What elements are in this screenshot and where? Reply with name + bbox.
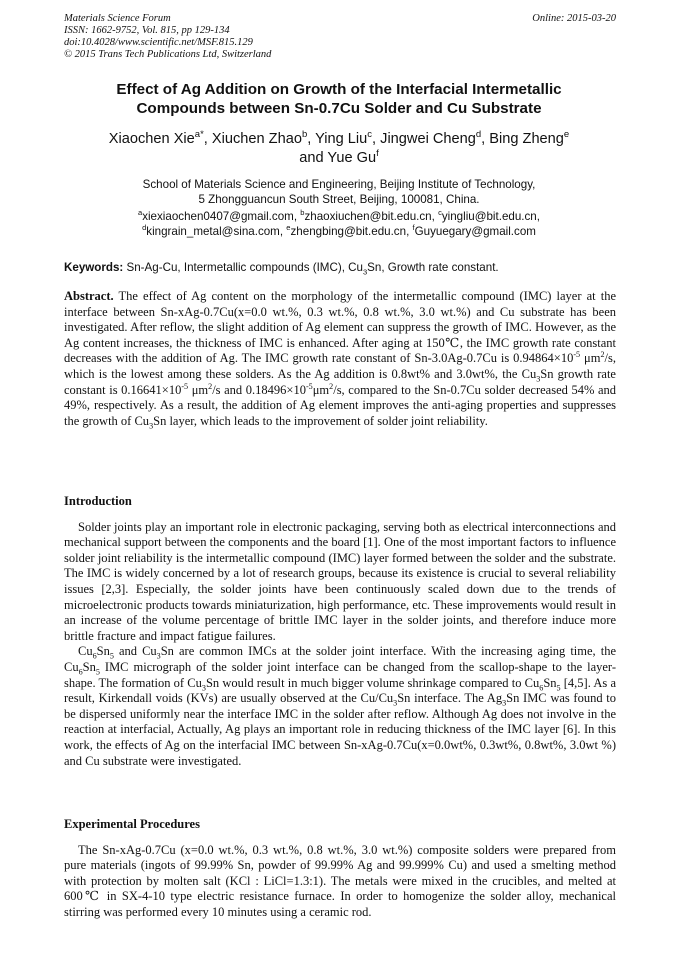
subscript: 6 bbox=[539, 683, 544, 693]
superscript: 2 bbox=[600, 350, 605, 360]
subscript: 3 bbox=[362, 267, 368, 277]
email-link[interactable]: yingliu@bit.edu.cn bbox=[441, 210, 537, 223]
subscript: 3 bbox=[393, 698, 398, 708]
text-run: Sn would result in much bigger volume shrinkage compared to Cu bbox=[205, 675, 540, 690]
text-run: /s, which is the lowest among these solders. As the Ag addition is 0.8wt% and 3.0wt%, the Cu bbox=[64, 351, 616, 381]
title-line-1: Effect of Ag Addition on Growth of the Interfacial Intermetallic bbox=[116, 81, 562, 98]
email-link[interactable]: zhengbing@bit.edu.cn bbox=[290, 225, 407, 238]
email-link[interactable]: zhaoxiuchen@bit.edu.cn bbox=[304, 210, 432, 223]
subscript: 3 bbox=[536, 374, 541, 384]
affiliation-line-2: 5 Zhongguancun South Street, Beijing, 100081, China. bbox=[198, 193, 480, 206]
subscript: 5 bbox=[556, 683, 561, 693]
online-date: Online: 2015-03-20 bbox=[532, 13, 616, 24]
text-run: μm bbox=[580, 351, 601, 366]
subscript: 3 bbox=[149, 421, 154, 431]
author-mark: e bbox=[563, 129, 570, 141]
email-link[interactable]: Guyuegary@gmail.com bbox=[414, 225, 536, 238]
subscript: 5 bbox=[109, 651, 114, 661]
paper-title bbox=[60, 80, 618, 118]
author-emails: $^a$xiexiaochen0407@gmail.com, $^b$zhaoxiuchen@bit.edu.cn, $^c$yingliu@bit.edu.cn, $^d$kingrain_metal@sina.com, $^e$zhengbing@bit.edu.cn, $^f$Guyuegary@gmail.com bbox=[137, 208, 540, 238]
superscript: -5 bbox=[181, 381, 189, 391]
author-mark: c bbox=[367, 129, 373, 141]
author-separator: , bbox=[372, 131, 381, 147]
section-heading: Introduction bbox=[64, 494, 132, 508]
author-name: Ying Liu bbox=[315, 131, 368, 147]
subscript: 5 bbox=[95, 667, 100, 677]
text-run: Sn bbox=[96, 644, 110, 659]
author-mark: d bbox=[475, 129, 482, 141]
subscript: 6 bbox=[92, 651, 97, 661]
text-run: The effect of Ag content on the morphology of the intermetallic compound (IMC) layer at the interface between Sn-xAg-0.7Cu(x=0.0 wt.%, 0.3 wt.%, 0.8 wt.%, 3.0 wt.%) and Cu substrate has been investigated. After reflow, the slight addition of Ag element can suppress the growth of IMC. However, as the Ag content increases, the thickness of IMC is enhanced. After aging at 150℃, the IMC growth rate constant decreases with the addition of Ag. The IMC growth rate constant of Sn-3.0Ag-0.7Cu is 0.94864×10 bbox=[64, 289, 616, 366]
affiliation-line-1: School of Materials Science and Engineering, Beijing Institute of Technology, bbox=[142, 178, 536, 191]
issn-line: ISSN: 1662-9752, Vol. 815, pp 129-134 bbox=[64, 25, 230, 36]
text-run: /s, compared to the Sn-0.7Cu solder decreased 54% and 49%, respectively. As a result, the addition of Ag element improves the anti-aging properties and suppresses the growth of Cu bbox=[64, 382, 617, 428]
doi-link[interactable]: doi:10.4028/www.scientific.net/MSF.815.129 bbox=[64, 37, 253, 48]
paragraph: The Sn-xAg-0.7Cu (x=0.0 wt.%, 0.3 wt.%, 0.8 wt.%, 3.0 wt.%) composite solders were prepared from pure materials (ingots of 99.99% Sn, powder of 99.99% Ag and 99.999% Cu) and used a smelting method with protection by molten salt (KCl : LiCl=1.3:1). The metals were mixed in the crucibles, and melted at 600℃ in SX-4-10 type electric resistance furnace. In order to homogenize the solder alloy, mechanical stirring was performed every 10 minutes using a ceramic rod. bbox=[64, 842, 616, 919]
subscript: 3 bbox=[156, 651, 161, 661]
text-run: /s and 0.18496×10 bbox=[212, 382, 306, 397]
text-run: Sn growth rate constant is 0.16641×10 bbox=[64, 366, 616, 397]
email-mark: a bbox=[137, 208, 143, 218]
superscript: -5 bbox=[573, 350, 581, 360]
journal-info bbox=[64, 13, 271, 61]
keywords-label: Keywords: bbox=[64, 261, 124, 274]
journal-name: Materials Science Forum bbox=[64, 13, 171, 24]
author-separator: , bbox=[203, 131, 212, 147]
abstract-text bbox=[64, 289, 616, 429]
text-run: [4,5]. As a result, Kirkendall voids (KVs) are usually observed at the Cu/Cu bbox=[64, 675, 616, 706]
email-mark: e bbox=[286, 223, 291, 233]
email-mark: f bbox=[412, 223, 415, 233]
text-run: μm bbox=[188, 382, 209, 397]
subscript: 6 bbox=[78, 667, 83, 677]
superscript: 2 bbox=[329, 381, 334, 391]
abstract bbox=[64, 289, 616, 429]
author-name: Xiaochen Xie bbox=[108, 131, 195, 147]
introduction-section bbox=[64, 494, 616, 769]
email-mark: b bbox=[300, 208, 305, 218]
author-list bbox=[60, 130, 618, 168]
text-run: Sn layer, which leads to the improvement of solder joint reliability. bbox=[153, 413, 488, 428]
author-mark: a* bbox=[194, 129, 204, 141]
author-mark: b bbox=[301, 129, 308, 141]
subscript: 3 bbox=[201, 683, 206, 693]
superscript: -5 bbox=[305, 381, 313, 391]
text-run: Cu bbox=[78, 644, 93, 659]
keywords bbox=[64, 260, 616, 275]
text-run: and Cu bbox=[113, 644, 157, 659]
author-separator: , bbox=[481, 131, 490, 147]
text-run: μm bbox=[312, 382, 330, 397]
text-run: Sn bbox=[82, 659, 96, 674]
copyright-line: © 2015 Trans Tech Publications Ltd, Switzerland bbox=[64, 49, 272, 60]
email-mark: c bbox=[438, 208, 442, 218]
author-name: Jingwei Cheng bbox=[380, 131, 476, 147]
author-name: Bing Zheng bbox=[489, 131, 564, 147]
email-link[interactable]: xiexiaochen0407@gmail.com bbox=[142, 210, 294, 223]
keywords-text: Sn, Growth rate constant. bbox=[367, 261, 499, 274]
paragraph bbox=[64, 644, 616, 769]
section-heading: Experimental Procedures bbox=[64, 817, 200, 831]
email-mark: d bbox=[142, 223, 147, 233]
text-run: Sn interface. The Ag bbox=[397, 691, 503, 706]
affiliation bbox=[60, 177, 618, 207]
experimental-section bbox=[64, 817, 616, 921]
keywords-text: Sn-Ag-Cu, Intermetallic compounds (IMC), Cu bbox=[123, 261, 363, 274]
text-run: Sn are common IMCs at the solder joint interface. With the increasing aging time, the Cu bbox=[64, 644, 617, 674]
paragraph: Solder joints play an important role in electronic packaging, serving both as electrical interconnections and mechanical support between the components and the board [1]. One of the most important factors to influence solder joint reliability is the intermetallic compound (IMC) layer formed between the solder and the substrate. The IMC is widely concerned by a lot of research groups, because its existence is crucial to several reliability issues [2,3]. Especially, the solder joints have been continuously scaled down due to the trends of microelectronic products towards miniaturization, high performance, etc. These improvements would result in an increase of the volume percentage of brittle IMC layer in the solder joints, and therefore induce more brittle fracture and impact fatigue failures. bbox=[64, 519, 616, 643]
title-line-2: Compounds between Sn-0.7Cu Solder and Cu Substrate bbox=[136, 100, 542, 117]
subscript: 3 bbox=[502, 698, 507, 708]
text-run: Sn IMC was found to be dispersed uniformly near the interface IMC in the solder after reflow. Although Ag does not involve in the reaction at interfacial, Actually, Ag plays an important role in reducing thickness of the IMC layer [6]. In this work, the effects of Ag on the interfacial IMC between Sn-xAg-0.7Cu(x=0.0wt%, 0.3wt%, 0.8wt%, 3.0wt %) and Cu substrate were investigated. bbox=[64, 691, 616, 768]
journal-header bbox=[64, 13, 616, 61]
author-separator: , bbox=[307, 131, 316, 147]
author-name: Xiuchen Zhao bbox=[211, 131, 302, 147]
text-run: Sn bbox=[543, 675, 557, 690]
author-name: and Yue Gu bbox=[299, 150, 377, 166]
email-link[interactable]: kingrain_metal@sina.com bbox=[146, 225, 280, 238]
author-mark: f bbox=[376, 148, 379, 160]
abstract-label: Abstract. bbox=[64, 289, 114, 303]
superscript: 2 bbox=[208, 381, 213, 391]
text-run: IMC micrograph of the solder joint interface can be changed from the scallop-shape to the layer-shape. The formation of Cu bbox=[64, 659, 616, 690]
